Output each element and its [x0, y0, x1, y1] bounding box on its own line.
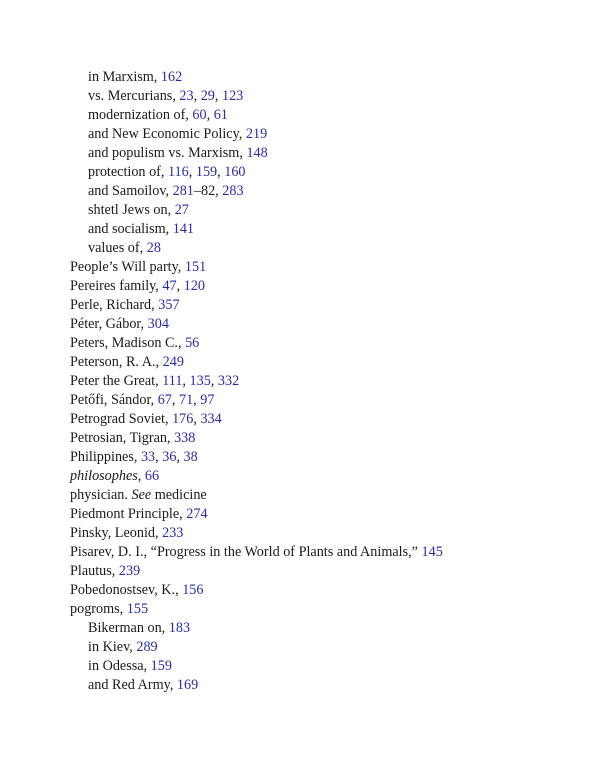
- index-entry: [0, 296, 600, 315]
- index-subentry: [0, 619, 600, 638]
- entry-text: ,: [188, 164, 196, 180]
- index-entry: [0, 524, 600, 543]
- italic-text: philosophes: [70, 468, 138, 484]
- page-number-link[interactable]: 111: [162, 373, 183, 389]
- entry-text: Petrosian, Tigran,: [70, 430, 175, 446]
- index-entry: [0, 486, 600, 505]
- entry-text: and Red Army,: [88, 677, 177, 693]
- entry-text: Pereires family,: [70, 278, 163, 294]
- page-number-link[interactable]: 145: [421, 544, 443, 560]
- page-number-link[interactable]: 71: [178, 392, 194, 408]
- index-entry: [0, 562, 600, 581]
- page-number-link[interactable]: 66: [144, 468, 160, 484]
- page-number-link[interactable]: 159: [195, 164, 218, 180]
- entry-text: Piedmont Principle,: [70, 506, 187, 522]
- index-subentry: [0, 239, 600, 258]
- entry-text: and socialism,: [88, 221, 173, 237]
- index-entry: [0, 315, 600, 334]
- page-number-link[interactable]: 159: [150, 658, 172, 674]
- page-number-link[interactable]: 183: [168, 620, 191, 636]
- entry-text: ,: [214, 88, 222, 104]
- index-entry: [0, 372, 600, 391]
- index-subentry: [0, 106, 600, 125]
- index-entry: [0, 448, 600, 467]
- entry-text: and populism vs. Marxism,: [88, 145, 247, 161]
- entry-text: Perle, Richard,: [70, 297, 159, 313]
- entry-text: medicine: [151, 487, 207, 503]
- page-number-link[interactable]: 304: [147, 316, 169, 332]
- page-number-link[interactable]: 332: [217, 373, 240, 389]
- entry-text: Petőfi, Sándor,: [70, 392, 158, 408]
- page-number-link[interactable]: 60: [192, 107, 207, 123]
- entry-text: protection of,: [88, 164, 168, 180]
- page-number-link[interactable]: 357: [158, 297, 180, 313]
- index-entry: [0, 600, 600, 619]
- entry-text: Philippines,: [70, 449, 141, 465]
- entry-text: in Kiev,: [88, 639, 137, 655]
- page-number-link[interactable]: 36: [162, 449, 177, 465]
- page-number-link[interactable]: 233: [162, 525, 184, 541]
- index-subentry: [0, 657, 600, 676]
- entry-text: Peterson, R. A.,: [70, 354, 163, 370]
- entry-text: Peter the Great,: [70, 373, 163, 389]
- page-number-link[interactable]: 151: [184, 259, 207, 275]
- entry-text: Péter, Gábor,: [70, 316, 148, 332]
- page-number-link[interactable]: 56: [185, 335, 200, 351]
- index-subentry: [0, 68, 600, 87]
- index-subentry: [0, 182, 600, 201]
- page-number-link[interactable]: 38: [183, 449, 198, 465]
- index-entry: [0, 410, 600, 429]
- page-number-link[interactable]: 169: [176, 677, 199, 693]
- index-subentry: [0, 87, 600, 106]
- entry-text: Pinsky, Leonid,: [70, 525, 163, 541]
- page-number-link[interactable]: 148: [246, 145, 268, 161]
- entry-text: ,: [217, 164, 225, 180]
- page-number-link[interactable]: 116: [167, 164, 189, 180]
- entry-text: in Odessa,: [88, 658, 151, 674]
- page-number-link[interactable]: 219: [245, 126, 268, 142]
- page-number-link[interactable]: 23: [179, 88, 194, 104]
- entry-text: and New Economic Policy,: [88, 126, 246, 142]
- entry-text: ,: [182, 373, 190, 389]
- index-entry: [0, 543, 600, 562]
- page-number-link[interactable]: 141: [172, 221, 194, 237]
- entry-text: vs. Mercurians,: [88, 88, 180, 104]
- page-number-link[interactable]: 334: [200, 411, 222, 427]
- index-entry: [0, 353, 600, 372]
- entry-text: –82,: [193, 183, 223, 199]
- page-number-link[interactable]: 274: [186, 506, 208, 522]
- index-entry: [0, 334, 600, 353]
- entry-text: ,: [176, 449, 184, 465]
- index-entry: [0, 429, 600, 448]
- index-entry: [0, 581, 600, 600]
- page-number-link[interactable]: 249: [162, 354, 184, 370]
- index-entry: [0, 277, 600, 296]
- page-number-link[interactable]: 338: [174, 430, 196, 446]
- entry-text: Peters, Madison C.,: [70, 335, 186, 351]
- page-number-link[interactable]: 281: [172, 183, 194, 199]
- entry-text: Bikerman on,: [88, 620, 169, 636]
- entry-text: Pobedonostsev, K.,: [70, 582, 183, 598]
- index-subentry: [0, 163, 600, 182]
- entry-text: ,: [206, 107, 214, 123]
- entry-text: ,: [193, 88, 201, 104]
- page-number-link[interactable]: 160: [224, 164, 246, 180]
- index-entry: [0, 505, 600, 524]
- page-number-link[interactable]: 120: [183, 278, 206, 294]
- page-number-link[interactable]: 27: [174, 202, 189, 218]
- italic-text: See: [131, 487, 152, 503]
- page-number-link[interactable]: 61: [213, 107, 228, 123]
- index-entry: [0, 467, 600, 486]
- entry-text: pogroms,: [70, 601, 127, 617]
- entry-text: ,: [176, 278, 184, 294]
- index-list: [0, 68, 600, 695]
- index-subentry: [0, 201, 600, 220]
- index-subentry: [0, 220, 600, 239]
- entry-text: ,: [137, 468, 145, 484]
- index-subentry: [0, 638, 600, 657]
- entry-text: ,: [193, 392, 201, 408]
- page-number-link[interactable]: 67: [157, 392, 172, 408]
- entry-text: shtetl Jews on,: [88, 202, 175, 218]
- entry-text: People’s Will party,: [70, 259, 185, 275]
- page-number-link[interactable]: 97: [200, 392, 215, 408]
- page-number-link[interactable]: 239: [118, 563, 141, 579]
- entry-text: values of,: [88, 240, 147, 256]
- entry-text: modernization of,: [88, 107, 193, 123]
- entry-text: ,: [210, 373, 218, 389]
- index-subentry: [0, 676, 600, 695]
- page-number-link[interactable]: 283: [222, 183, 244, 199]
- page-number-link[interactable]: 155: [126, 601, 149, 617]
- page-number-link[interactable]: 156: [182, 582, 204, 598]
- page-number-link[interactable]: 28: [146, 240, 161, 256]
- page-number-link[interactable]: 29: [200, 88, 215, 104]
- entry-text: physician.: [70, 487, 132, 503]
- entry-text: Petrograd Soviet,: [70, 411, 173, 427]
- entry-text: ,: [155, 449, 163, 465]
- index-entry: [0, 391, 600, 410]
- page-number-link[interactable]: 47: [162, 278, 177, 294]
- entry-text: in Marxism,: [88, 69, 161, 85]
- page-number-link[interactable]: 289: [136, 639, 158, 655]
- index-subentry: [0, 125, 600, 144]
- page-number-link[interactable]: 33: [140, 449, 156, 465]
- page-number-link[interactable]: 123: [221, 88, 244, 104]
- index-entry: [0, 258, 600, 277]
- page-number-link[interactable]: 162: [160, 69, 183, 85]
- index-subentry: [0, 144, 600, 163]
- entry-text: and Samoilov,: [88, 183, 173, 199]
- page-number-link[interactable]: 176: [172, 411, 194, 427]
- entry-text: Plautus,: [70, 563, 119, 579]
- entry-text: ,: [171, 392, 179, 408]
- entry-text: Pisarev, D. I., “Progress in the World of Plants and Animals,”: [70, 544, 422, 560]
- page-number-link[interactable]: 135: [189, 373, 211, 389]
- entry-text: ,: [193, 411, 201, 427]
